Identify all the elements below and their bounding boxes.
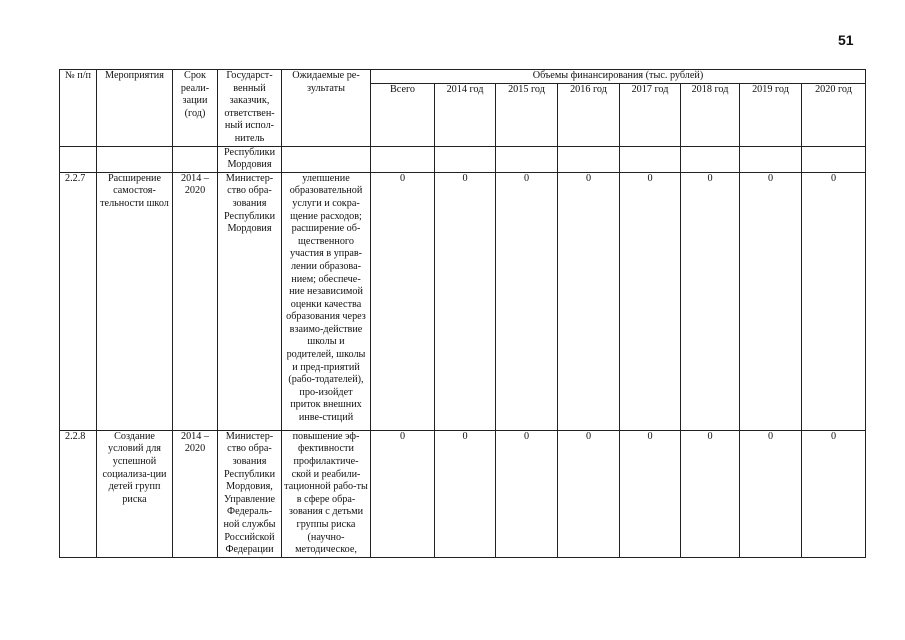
header-num: № п/п	[60, 70, 97, 147]
row-result: улепшение образовательной услуги и сокра-щение расходов; расширение об-щественного участия в управ-лении образова-нием; обеспече-ние независимой оценки качества образования через взаимо-действие школы и родителей, школы и пред-приятий (рабо-тодателей), про-изойдет приток внешних инве-стиций	[282, 172, 371, 430]
row-measure: Расширение самостоя-тельности школ	[97, 172, 173, 430]
row-value-2015: 0	[496, 430, 558, 557]
row-value-2020: 0	[802, 172, 866, 430]
header-year-2014: 2014 год	[435, 83, 496, 146]
header-year-2016: 2016 год	[558, 83, 620, 146]
header-year-2019: 2019 год	[740, 83, 802, 146]
row-customer: Министер-ство обра-зования Республики Мордовия	[218, 172, 282, 430]
row-value-2016: 0	[558, 430, 620, 557]
page-number: 51	[838, 32, 854, 48]
row-value-total: 0	[371, 172, 435, 430]
row-period: 2014 – 2020	[173, 172, 218, 430]
header-funding: Объемы финансирования (тыс. рублей)	[371, 70, 866, 84]
row-value-2019: 0	[740, 430, 802, 557]
header-period: Срок реали-зации (год)	[173, 70, 218, 147]
header-year-2015: 2015 год	[496, 83, 558, 146]
row-value-2017: 0	[620, 430, 681, 557]
row-measure: Создание условий для успешной социализа-ции детей групп риска	[97, 430, 173, 557]
row-value-2018: 0	[681, 172, 740, 430]
table-row	[60, 172, 866, 430]
row-value-2015: 0	[496, 172, 558, 430]
table-row	[60, 430, 866, 557]
row-value-2020: 0	[802, 430, 866, 557]
row-value-2014: 0	[435, 172, 496, 430]
header-result: Ожидаемые ре-зультаты	[282, 70, 371, 147]
funding-table	[59, 69, 866, 558]
row-period: 2014 – 2020	[173, 430, 218, 557]
header-year-2017: 2017 год	[620, 83, 681, 146]
row-num: 2.2.8	[60, 430, 97, 557]
row-customer: Министер-ство обра-зования Республики Мордовия, Управление Федераль-ной службы Российской Федерации	[218, 430, 282, 557]
header-measure: Мероприятия	[97, 70, 173, 147]
row-value-2016: 0	[558, 172, 620, 430]
header-customer: Государст-венный заказчик, ответствен-ный испол-нитель	[218, 70, 282, 147]
header-year-2018: 2018 год	[681, 83, 740, 146]
row-result: повышение эф-фективности профилактиче-ской и реабили-тационной рабо-ты в сфере обра-зования с детьми группы риска (научно-методическое,	[282, 430, 371, 557]
header-year-total: Всего	[371, 83, 435, 146]
row-value-2018: 0	[681, 430, 740, 557]
header-year-2020: 2020 год	[802, 83, 866, 146]
row-num: 2.2.7	[60, 172, 97, 430]
row-value-2017: 0	[620, 172, 681, 430]
continuation-customer: Республики Мордовия	[218, 146, 282, 172]
continuation-row	[60, 146, 866, 172]
row-value-total: 0	[371, 430, 435, 557]
row-value-2014: 0	[435, 430, 496, 557]
row-value-2019: 0	[740, 172, 802, 430]
